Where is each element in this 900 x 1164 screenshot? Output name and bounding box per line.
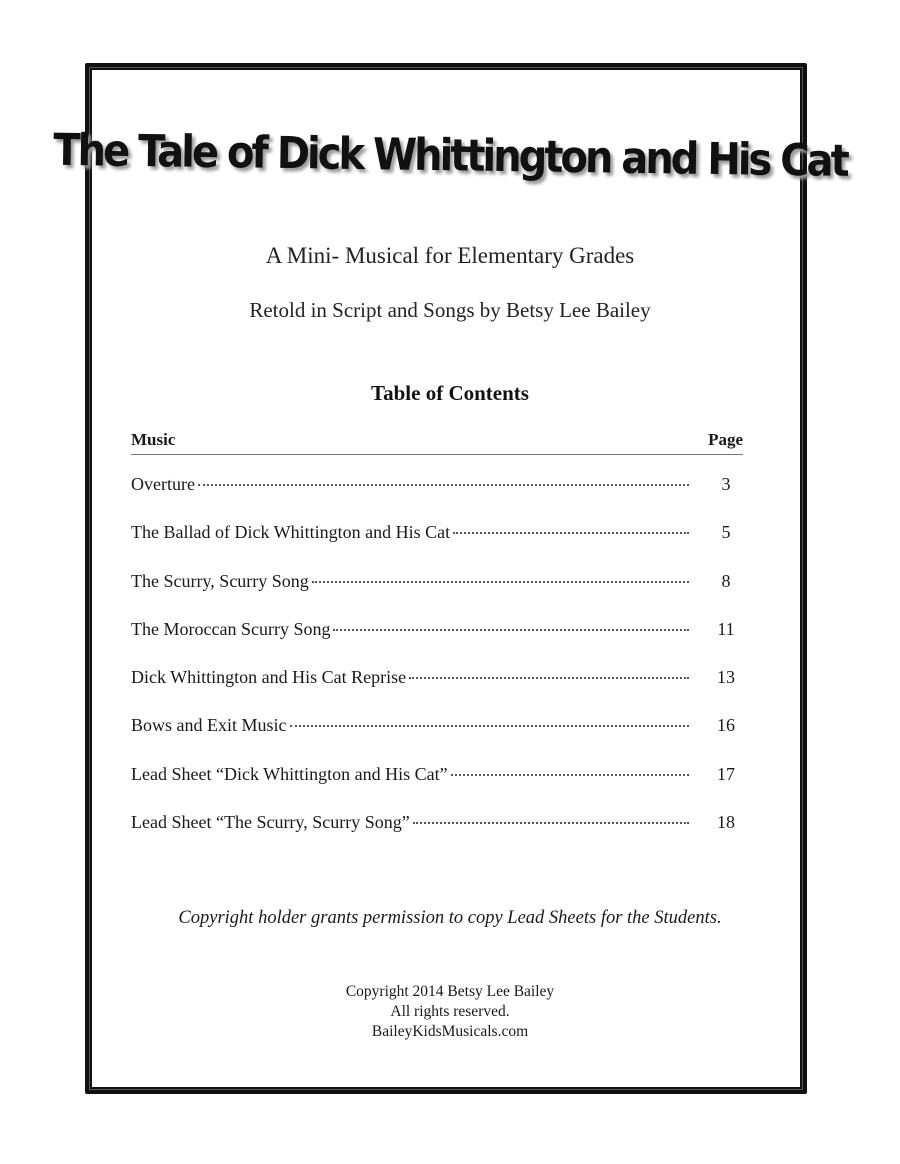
toc-item-page: 3 [721,474,731,494]
website-line: BaileyKidsMusicals.com [371,1023,529,1040]
page-title: The Tale of Dick Whittington and His Cat [52,125,848,187]
toc-heading: Table of Contents [371,381,529,405]
toc-item-page: 18 [717,812,735,833]
toc-item [131,715,743,763]
toc-leader-dots [413,821,689,824]
toc-leader-dots [198,483,689,486]
toc-column-header [131,430,743,455]
toc-leader-dots [333,628,689,631]
toc-item [131,812,743,860]
toc-item-page: 17 [717,763,735,784]
toc-item [131,571,743,619]
rights-line: All rights reserved. [390,1003,510,1020]
toc-item-title: Lead Sheet “The Scurry, Scurry Song” [131,812,410,833]
toc-item-title: The Ballad of Dick Whittington and His Cat [131,522,451,543]
byline: Retold in Script and Songs by Betsy Lee Bailey [249,298,651,322]
toc-item-page: 16 [717,715,735,736]
toc-item-page: 11 [717,618,735,639]
toc-item-title: The Scurry, Scurry Song [131,570,309,591]
toc-item-title: Lead Sheet “Dick Whittington and His Cat” [131,763,448,784]
toc-col-music: Music [131,430,176,449]
toc-item-page: 8 [721,570,731,591]
copyright-line: Copyright 2014 Betsy Lee Bailey [345,983,555,1000]
toc-list [131,474,743,860]
toc-item [131,474,743,522]
toc-leader-dots [290,724,690,727]
toc-item [131,619,743,667]
toc-leader-dots [453,531,689,534]
toc-item [131,522,743,570]
permission-note: Copyright holder grants permission to copy Lead Sheets for the Students. [178,908,722,928]
toc-item-title: Bows and Exit Music [131,715,287,736]
toc-item-page: 13 [717,667,735,688]
toc-col-page: Page [708,430,743,449]
toc-item-title: Overture [131,474,195,494]
toc-leader-dots [451,773,689,776]
toc-item [131,667,743,715]
toc-item-title: Dick Whittington and His Cat Reprise [131,667,407,688]
toc-item-page: 5 [721,522,731,543]
toc-item [131,764,743,812]
subtitle: A Mini- Musical for Elementary Grades [265,243,635,268]
toc-item-title: The Moroccan Scurry Song [131,618,331,639]
copyright-block [0,982,900,1042]
toc-leader-dots [409,676,689,679]
toc-leader-dots [312,580,689,583]
